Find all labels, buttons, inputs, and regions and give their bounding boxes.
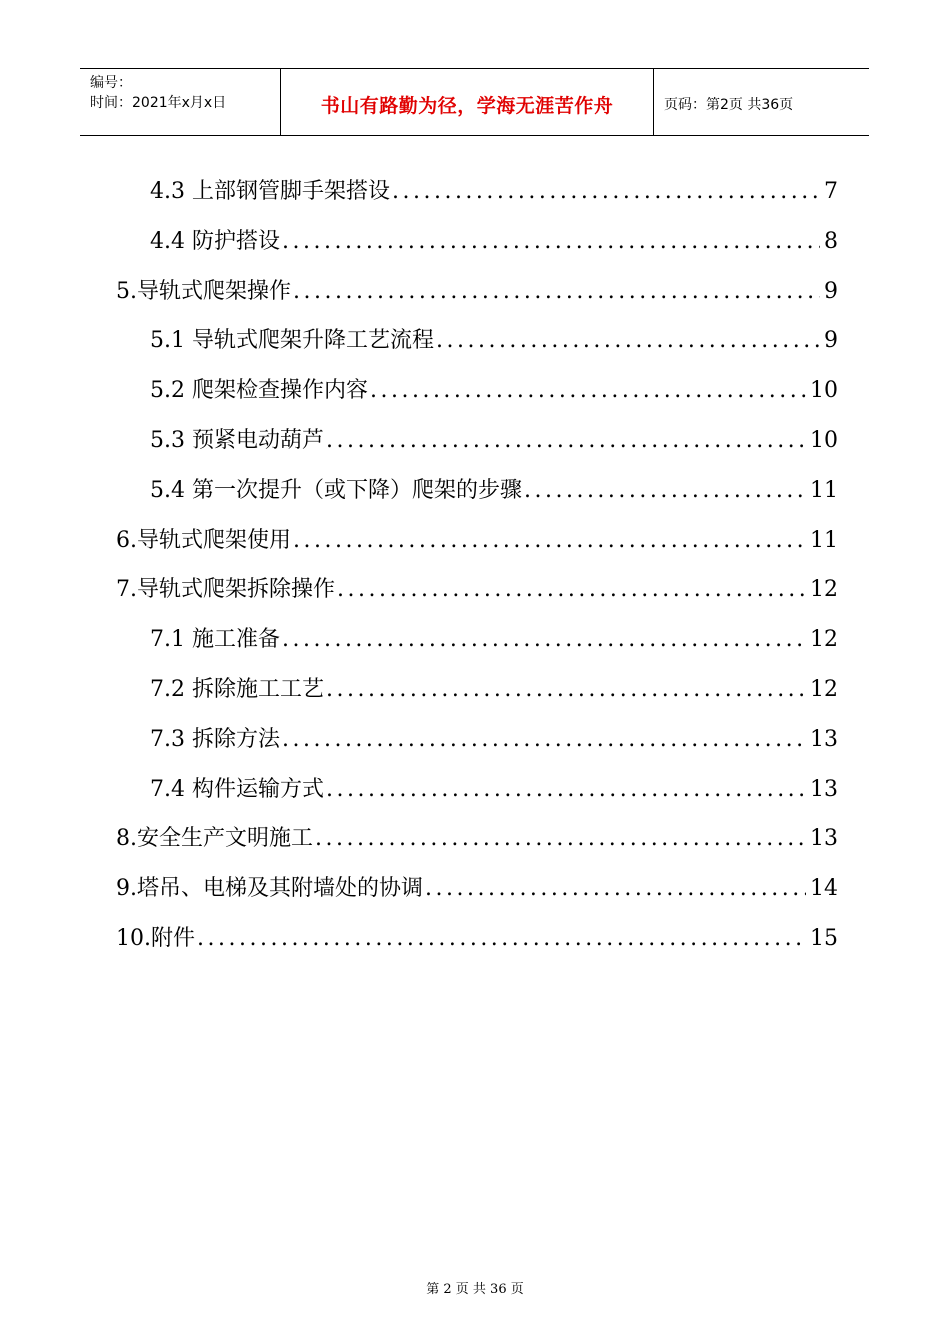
toc-entry-label: 10.附件 <box>116 926 195 951</box>
page-footer: 第 2 页 共 36 页 <box>426 1282 524 1297</box>
toc-leader-dots <box>315 825 806 853</box>
header-page-info: 页码：第2页 共36页 <box>664 97 794 113</box>
toc-entry-page-number: 15 <box>810 926 838 951</box>
toc-entry-label: 5.4 第一次提升（或下降）爬架的步骤 <box>150 477 522 503</box>
toc-entry-page-number: 12 <box>810 627 838 653</box>
toc-entry-page-number: 12 <box>810 677 838 702</box>
toc-leader-dots <box>337 576 806 604</box>
toc-entry-label: 5.2 爬架检查操作内容 <box>150 378 368 404</box>
page-header <box>80 68 869 136</box>
toc-leader-dots <box>282 626 806 654</box>
header-meta <box>80 69 281 135</box>
toc-entry[interactable] <box>116 925 838 953</box>
toc-entry-label: 7.导轨式爬架拆除操作 <box>116 577 335 603</box>
toc-entry[interactable] <box>150 676 838 704</box>
toc-leader-dots <box>282 726 806 754</box>
toc-entry-page-number: 14 <box>810 876 838 902</box>
toc-entry-label: 7.4 构件运输方式 <box>150 776 324 802</box>
toc-entry-page-number: 9 <box>824 278 838 304</box>
toc-entry-page-number: 10 <box>810 428 838 453</box>
toc-entry-label: 7.2 拆除施工工艺 <box>150 677 324 702</box>
toc-leader-dots <box>197 925 806 953</box>
toc-entry[interactable] <box>150 776 838 804</box>
toc-entry-label: 4.4 防护搭设 <box>150 228 280 254</box>
toc-entry[interactable] <box>116 527 838 555</box>
toc-entry[interactable] <box>150 178 838 206</box>
toc-entry-page-number: 10 <box>810 378 838 404</box>
toc-entry[interactable] <box>150 427 838 455</box>
toc-leader-dots <box>370 377 806 405</box>
toc-entry[interactable] <box>116 278 838 306</box>
toc-entry[interactable] <box>116 825 838 853</box>
toc-entry-label: 5.导轨式爬架操作 <box>116 278 291 304</box>
toc-leader-dots <box>436 327 820 355</box>
toc-leader-dots <box>326 676 806 704</box>
toc-entry-label: 5.3 预紧电动葫芦 <box>150 428 324 453</box>
toc-entry-label: 4.3 上部钢管脚手架搭设 <box>150 179 390 204</box>
toc-entry-page-number: 8 <box>824 228 838 254</box>
toc-entry[interactable] <box>150 377 838 405</box>
toc-entry-page-number: 11 <box>810 477 838 503</box>
document-time-label: 时间：2021年x月x日 <box>90 95 227 111</box>
toc-leader-dots <box>282 228 820 256</box>
toc-entry-label: 9.塔吊、电梯及其附墙处的协调 <box>116 876 423 902</box>
toc-entry-page-number: 12 <box>810 577 838 603</box>
toc-entry-label: 8.安全生产文明施工 <box>116 826 313 852</box>
toc-leader-dots <box>293 527 806 555</box>
toc-leader-dots <box>326 427 806 455</box>
toc-entry-page-number: 9 <box>824 328 838 354</box>
toc-entry[interactable] <box>150 327 838 355</box>
toc-leader-dots <box>392 178 820 206</box>
toc-entry[interactable] <box>116 875 838 903</box>
header-motto: 书山有路勤为径，学海无涯苦作舟 <box>281 69 654 135</box>
toc-leader-dots <box>425 875 806 903</box>
toc-entry-label: 7.1 施工准备 <box>150 627 280 653</box>
toc-entry-label: 6.导轨式爬架使用 <box>116 527 291 553</box>
toc-leader-dots <box>524 477 806 505</box>
toc-entry[interactable] <box>150 477 838 505</box>
toc-entry[interactable] <box>150 626 838 654</box>
toc-leader-dots <box>326 776 806 804</box>
toc-entry-page-number: 13 <box>810 776 838 802</box>
toc-entry[interactable] <box>150 228 838 256</box>
toc-entry-page-number: 7 <box>824 179 838 204</box>
toc-entry-page-number: 13 <box>810 726 838 752</box>
document-number-label: 编号： <box>90 75 132 91</box>
toc-entry-page-number: 11 <box>810 527 838 553</box>
toc-leader-dots <box>293 278 820 306</box>
toc-entry[interactable] <box>116 576 838 604</box>
toc-entry-page-number: 13 <box>810 826 838 852</box>
toc-entry-label: 5.1 导轨式爬架升降工艺流程 <box>150 328 434 354</box>
toc-entry[interactable] <box>150 726 838 754</box>
toc-entry-label: 7.3 拆除方法 <box>150 726 280 752</box>
